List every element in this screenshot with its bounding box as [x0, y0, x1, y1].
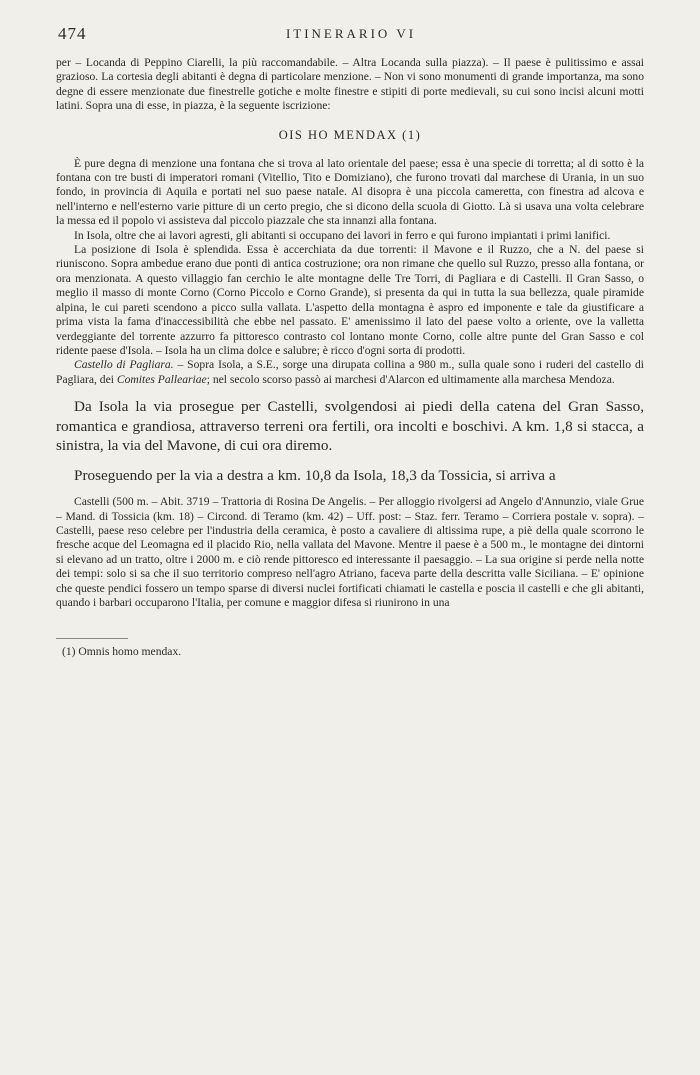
running-head: ITINERARIO VI [285, 26, 417, 41]
paragraph-castelli: Castelli (500 m. – Abit. 3719 – Trattoria di Rosina De Angelis. – Per alloggio rivolgersi ad Angelo d'Annunzio, viale Grue – Mand. di Tossicia (km. 18) – Circond. di Teramo (km. 42) – Uff. post: – Staz. ferr. Teramo – Corriera postale v. sopra). – Castelli, paese reso celebre per l'industria della ceramica, è posto a cavaliere di altissima rupe, a piè della quale scorrono le fresche acque del Leomagna ed il placido Rio, nella vallata del Mavone. Mentre il paese è a 500 m., le montagne dei dintorni si elevano ad un tratto, oltre i 2000 m. e ciò rende pittoresco ed interessante il paesaggio. – La sua origine si perde nella notte dei tempi: solo si sa che il suo territorio compreso nell'agro Atriano, faceva parte della descritta valle Siciliana. – E' opinione che queste pendici fossero un tempo sparse di diversi nuclei fortificati chiamati le castella e poscia il castelli e che gli abitanti, quando i barbari occuparono l'Italia, per comune e maggior difesa si riunirono in una [56, 495, 644, 609]
paragraph-route-1: Da Isola la via prosegue per Castelli, svolgendosi ai piedi della catena del Gran Sasso, romantica e grandiosa, attraverso terreni ora fertili, ora incolti e boschivi. A km. 1,8 si stacca, a sinistra, la via del Mavone, di cui ora diremo. [56, 398, 644, 455]
page-header [58, 24, 644, 44]
footnote: (1) Omnis homo mendax. [62, 645, 182, 659]
paragraph-castello-pagliara [56, 358, 644, 387]
paragraph-lavori: In Isola, oltre che ai lavori agresti, gli abitanti si occupano dei lavori in ferro e qui furono impiantati i primi lanifici. [74, 228, 611, 242]
castello-title: Castello di Pagliara. [74, 358, 174, 372]
page-number: 474 [58, 24, 87, 43]
inscription: OIS HO MENDAX (1) [278, 127, 422, 142]
footnote-divider [56, 638, 128, 639]
castello-text: – Sopra Isola, a S.E., sorge una dirupata collina a 980 m., sulla quale sono i ruderi del castello di Pagliara, dei [56, 358, 644, 386]
paragraph-route-2: Proseguendo per la via a destra a km. 10,8 da Isola, 18,3 da Tossicia, si arriva a [74, 466, 556, 484]
paragraph-intro: per – Locanda di Peppino Ciarelli, la più raccomandabile. – Altra Locanda sulla piazza). – Il paese è pulitissimo e assai grazioso. La cortesia degli abitanti è degna di particolare menzione. – Non vi sono monumenti di grande importanza, ma sono degne di essere menzionate due finestrelle gotiche e molte finestre e stipiti di porte medievali, su cui sono incisi alcuni motti latini. Sopra una di esse, in piazza, è la seguente iscrizione: [56, 56, 644, 113]
castello-counts: Comites Palleariae [116, 372, 207, 386]
paragraph-posizione: La posizione di Isola è splendida. Essa è accerchiata da due torrenti: il Mavone e il Ruzzo, che a N. del paese si riuniscono. Sopra ambedue erano due ponti di antica costruzione; ora non rimane che quello sul Ruzzo, presso alla fontana, or ora menzionata. A questo villaggio fan cerchio le alte montagne delle Tre Torri, di Pagliara e di Castelli. Il Gran Sasso, o meglio il masso di monte Corno (Corno Piccolo e Corno Grande), si presenta da qui in tutta la sua bellezza, quale piramide alpina, le cui pareti scendono a picco sulla vallata. L'aspetto della montagna è aspro ed imponente e tale da giustificare a prima vista la fama d'inaccessibilità che ebbe nel passato. E' amenissimo il lato del paese volto a oriente, ove la valletta verdeggiante del torrente azzurro fa pittoresco contrasto col lontano monte Corno, colle altre punte del Gran Sasso e col ridente paese d'Isola. – Isola ha un clima dolce e salubre; è ricco d'ogni sorta di prodotti. [56, 243, 644, 357]
page-body [56, 56, 644, 658]
paragraph-fontana: È pure degna di menzione una fontana che si trova al lato orientale del paese; essa è una specie di torretta; al di sotto è la fontana con tre busti di imperatori romani (Vitellio, Tito e Domiziano), che furono trovati dal marchese di Urania, in un suo fondo, in provincia di Aquila e portati nel suo paese natale. Al disopra è una piccola cameretta, con finestra ad alcova e nell'interno e nell'esterno varie pitture di un certo pregio, che si dicono della scuola di Giotto. Là si usava una volta celebrare la messa ed il popolo vi assisteva dal piccolo piazzale che sta innanzi alla fontana. [56, 156, 644, 228]
castello-tail: ; nel secolo scorso passò ai marchesi d'Alarcon ed ultimamente alla marchesa Mendoza. [206, 372, 615, 386]
